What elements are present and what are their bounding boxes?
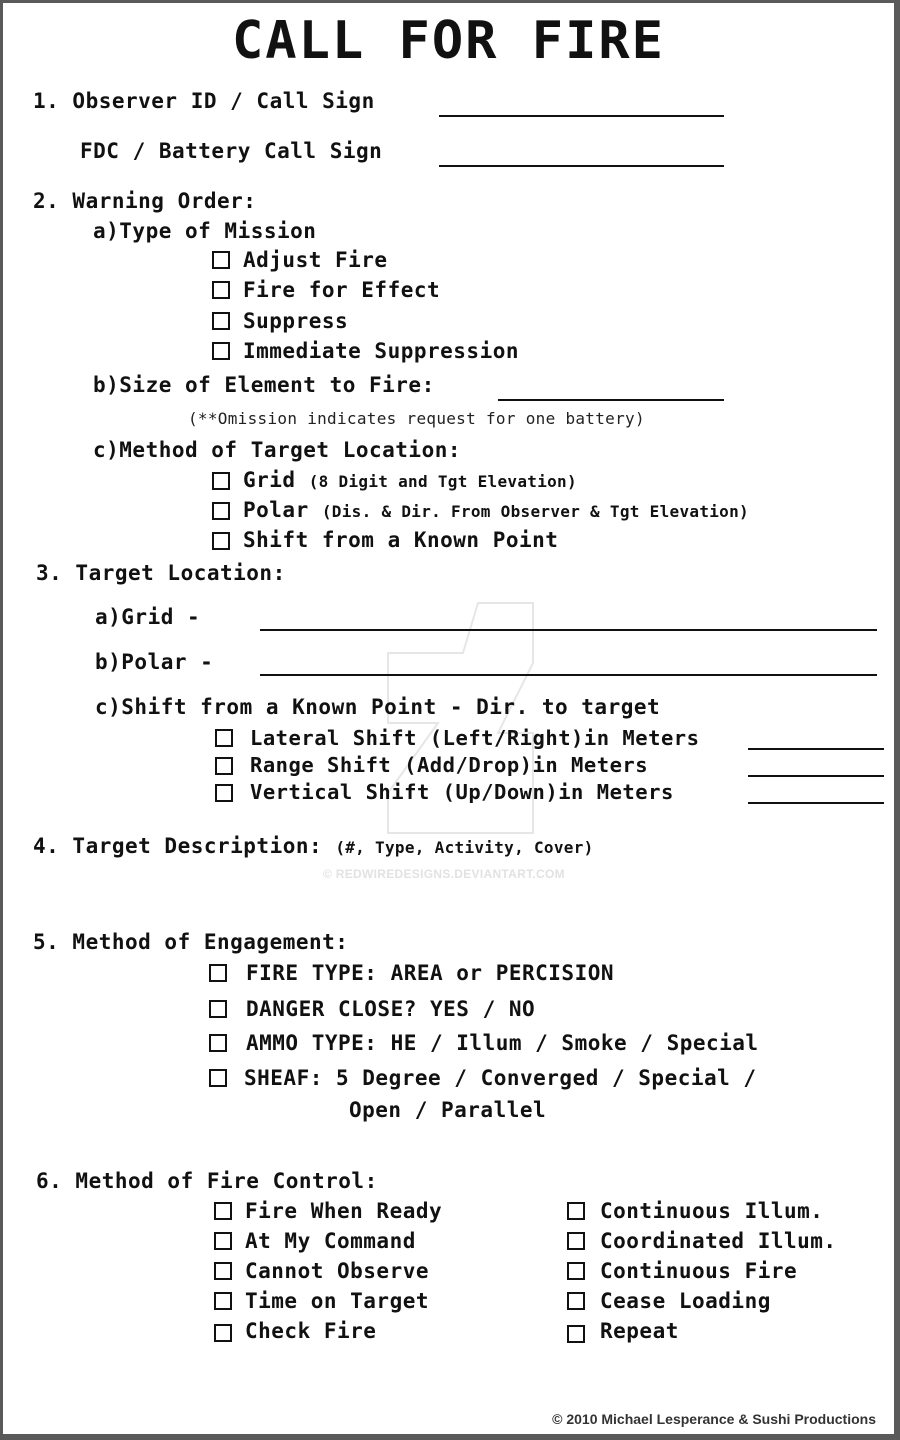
lateral-shift-line[interactable] — [748, 748, 884, 750]
time-on-target-checkbox[interactable] — [214, 1292, 232, 1310]
target-grid-label: a)Grid - — [95, 605, 201, 629]
shift-item-label: Vertical Shift (Up/Down)in Meters — [250, 780, 674, 804]
range-shift-line[interactable] — [748, 775, 884, 777]
watermark-text: © REDWIREDESIGNS.DEVIANTART.COM — [323, 867, 565, 881]
engagement-item-label: SHEAF: 5 Degree / Converged / Special / — [244, 1066, 757, 1090]
sheaf-checkbox[interactable] — [209, 1069, 227, 1087]
mission-type-label: Immediate Suppression — [243, 339, 520, 363]
fdc-call-sign-line[interactable] — [439, 165, 724, 167]
ammo-type-checkbox[interactable] — [209, 1034, 227, 1052]
target-grid-line[interactable] — [260, 629, 877, 631]
omission-note: (**Omission indicates request for one battery) — [188, 409, 645, 428]
fire-control-label: Repeat — [600, 1319, 679, 1343]
lateral-shift-checkbox[interactable] — [215, 729, 233, 747]
location-method-label: Grid — [243, 468, 296, 492]
target-description-heading: 4. Target Description: — [33, 834, 323, 858]
shift-known-point-label: c)Shift from a Known Point - Dir. to target — [95, 695, 661, 719]
copyright-footer: © 2010 Michael Lesperance & Sushi Productions — [552, 1411, 876, 1427]
warning-order-heading: 2. Warning Order: — [33, 189, 257, 213]
engagement-item-label: AMMO TYPE: HE / Illum / Smoke / Special — [246, 1031, 759, 1055]
cannot-observe-checkbox[interactable] — [214, 1262, 232, 1280]
location-grid-checkbox[interactable] — [212, 472, 230, 490]
at-my-command-checkbox[interactable] — [214, 1232, 232, 1250]
target-polar-label: b)Polar - — [95, 650, 214, 674]
observer-id-line[interactable] — [439, 115, 724, 117]
fire-control-label: Coordinated Illum. — [600, 1229, 837, 1253]
location-method-detail: (Dis. & Dir. From Observer & Tgt Elevation) — [321, 502, 749, 521]
fire-control-label: Cease Loading — [600, 1289, 771, 1313]
fire-control-label: At My Command — [245, 1229, 416, 1253]
target-location-heading: 3. Target Location: — [36, 561, 286, 585]
target-description-hint: (#, Type, Activity, Cover) — [335, 838, 594, 857]
location-method-detail: (8 Digit and Tgt Elevation) — [308, 472, 577, 491]
fire-when-ready-checkbox[interactable] — [214, 1202, 232, 1220]
engagement-item-label: FIRE TYPE: AREA or PERCISION — [246, 961, 615, 985]
location-shift-checkbox[interactable] — [212, 532, 230, 550]
vertical-shift-line[interactable] — [748, 802, 884, 804]
call-for-fire-form — [3, 3, 894, 1434]
fire-control-label: Continuous Illum. — [600, 1199, 824, 1223]
range-shift-checkbox[interactable] — [215, 757, 233, 775]
mission-fire-for-effect-checkbox[interactable] — [212, 281, 230, 299]
shift-item-label: Range Shift (Add/Drop)in Meters — [250, 753, 649, 777]
mission-immediate-suppression-checkbox[interactable] — [212, 342, 230, 360]
fire-control-label: Check Fire — [245, 1319, 377, 1343]
location-method-label: Polar — [243, 498, 309, 522]
continuous-illum-checkbox[interactable] — [567, 1202, 585, 1220]
continuous-fire-checkbox[interactable] — [567, 1262, 585, 1280]
fire-control-label: Continuous Fire — [600, 1259, 798, 1283]
cease-loading-checkbox[interactable] — [567, 1292, 585, 1310]
fire-type-checkbox[interactable] — [209, 964, 227, 982]
mission-type-label: Fire for Effect — [243, 278, 441, 302]
sheaf-continuation: Open / Parallel — [349, 1098, 547, 1122]
method-of-engagement-heading: 5. Method of Engagement: — [33, 930, 349, 954]
location-polar-checkbox[interactable] — [212, 502, 230, 520]
vertical-shift-checkbox[interactable] — [215, 784, 233, 802]
size-of-element-label: b)Size of Element to Fire: — [93, 373, 435, 397]
engagement-item-label: DANGER CLOSE? YES / NO — [246, 997, 536, 1021]
observer-id-label: 1. Observer ID / Call Sign — [33, 89, 375, 113]
location-method-label: Shift from a Known Point — [243, 528, 559, 552]
fdc-call-sign-label: FDC / Battery Call Sign — [80, 139, 383, 163]
shift-item-label: Lateral Shift (Left/Right)in Meters — [250, 726, 700, 750]
type-of-mission-label: a)Type of Mission — [93, 219, 317, 243]
mission-type-label: Suppress — [243, 309, 349, 333]
fire-control-label: Cannot Observe — [245, 1259, 430, 1283]
repeat-checkbox[interactable] — [567, 1325, 585, 1343]
fire-control-label: Fire When Ready — [245, 1199, 443, 1223]
size-of-element-line[interactable] — [498, 399, 724, 401]
coordinated-illum-checkbox[interactable] — [567, 1232, 585, 1250]
method-of-fire-control-heading: 6. Method of Fire Control: — [36, 1169, 378, 1193]
mission-suppress-checkbox[interactable] — [212, 312, 230, 330]
danger-close-checkbox[interactable] — [209, 1000, 227, 1018]
fire-control-label: Time on Target — [245, 1289, 430, 1313]
mission-adjust-fire-checkbox[interactable] — [212, 251, 230, 269]
method-target-location-label: c)Method of Target Location: — [93, 438, 462, 462]
form-title: CALL FOR FIRE — [232, 11, 665, 71]
mission-type-label: Adjust Fire — [243, 248, 388, 272]
check-fire-checkbox[interactable] — [214, 1324, 232, 1342]
target-polar-line[interactable] — [260, 674, 877, 676]
